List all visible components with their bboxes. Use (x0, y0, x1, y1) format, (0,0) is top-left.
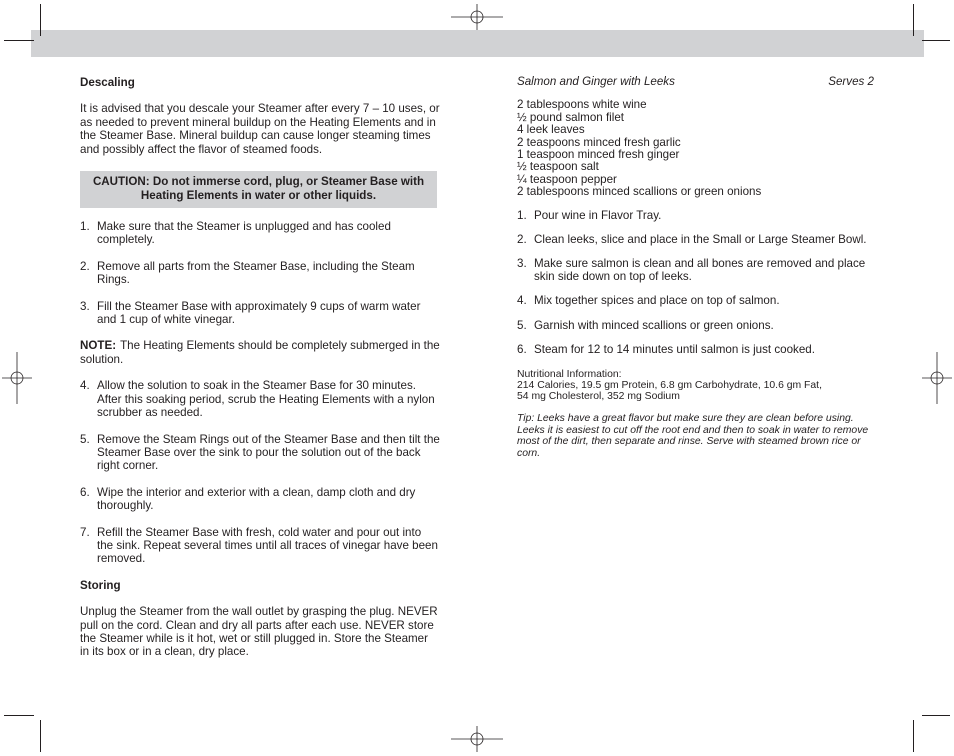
registration-mark-icon (451, 726, 503, 752)
ingredients-list (517, 99, 877, 198)
descaling-steps-list-continued (80, 379, 440, 565)
list-item: 2. Clean leeks, slice and place in the Small or Large Steamer Bowl. (517, 233, 867, 247)
list-item: 4 leek leaves (517, 123, 585, 137)
recipe-serves: Serves 2 (828, 75, 874, 88)
list-item: 2 tablespoons minced scallions or green onions (517, 185, 762, 199)
descaling-column (80, 76, 440, 659)
list-item: 2 teaspoons minced fresh garlic (517, 135, 681, 149)
list-item: ½ teaspoon salt (517, 160, 599, 174)
nutrition-line: 54 mg Cholesterol, 352 mg Sodium (517, 391, 680, 403)
list-item: 1. Pour wine in Flavor Tray. (517, 208, 662, 222)
list-item: 2. Remove all parts from the Steamer Base, including the Steam Rings. (80, 259, 415, 287)
list-item: 6. Steam for 12 to 14 minutes until salmon is just cooked. (517, 343, 815, 357)
crop-mark (922, 715, 950, 716)
crop-mark (4, 715, 34, 716)
recipe-column (517, 76, 877, 459)
storing-text: Unplug the Steamer from the wall outlet by grasping the plug. NEVER pull on the cord. Clean and dry all parts after each use. NEVER store the Steamer while is it hot, wet or still plugged in. Store the Steamer in its box or in a clean, dry place. (80, 605, 438, 659)
list-item: 7. Refill the Steamer Base with fresh, cold water and pour out into the sink. Repeat several times until all traces of vinegar have been removed. (80, 525, 438, 566)
crop-mark (913, 4, 914, 36)
registration-mark-icon (451, 4, 503, 30)
list-item: 6. Wipe the interior and exterior with a clean, damp cloth and dry thoroughly. (80, 485, 416, 513)
list-item: 4. Allow the solution to soak in the Steamer Base for 30 minutes. After this soaking period, scrub the Heating Elements with a nylon scrubber as needed. (80, 379, 435, 420)
recipe-steps-list (517, 210, 877, 357)
crop-mark (913, 720, 914, 752)
nutrition-line: 214 Calories, 19.5 gm Protein, 6.8 gm Carbohydrate, 10.6 gm Fat, (517, 379, 822, 391)
descaling-intro: It is advised that you descale your Steamer after every 7 – 10 uses, or as needed to prevent mineral buildup on the Heating Elements and in the Steamer Base. Mineral buildup can cause longer steaming times and possibly affect the flavor of steamed foods. (80, 102, 440, 156)
registration-mark-icon (2, 352, 32, 404)
recipe-title: Salmon and Ginger with Leeks (517, 75, 675, 88)
list-item: 1 teaspoon minced fresh ginger (517, 148, 680, 162)
list-item: 1. Make sure that the Steamer is unplugged and has cooled completely. (80, 220, 391, 247)
crop-mark (40, 4, 41, 36)
list-item: 5. Remove the Steam Rings out of the Steamer Base and then tilt the Steamer Base over the sink to pour the solution out of the back right corner. (80, 432, 440, 473)
list-item: 3. Fill the Steamer Base with approximately 9 cups of warm water and 1 cup of white vinegar. (80, 299, 421, 327)
crop-mark (4, 40, 34, 41)
nutrition-info (517, 369, 877, 403)
note-text: The Heating Elements should be completely submerged in the solution. (80, 339, 440, 366)
list-item: 3. Make sure salmon is clean and all bones are removed and place skin side down on top of leeks. (517, 257, 866, 283)
note-label: NOTE: (80, 339, 117, 353)
crop-mark (922, 40, 950, 41)
list-item: 2 tablespoons white wine (517, 98, 647, 112)
descaling-steps-list (80, 220, 440, 326)
list-item: ¼ teaspoon pepper (517, 172, 617, 186)
list-item: 4. Mix together spices and place on top of salmon. (517, 294, 780, 308)
descaling-heading: Descaling (80, 76, 135, 89)
nutrition-label: Nutritional Information: (517, 368, 622, 380)
registration-mark-icon (922, 352, 952, 404)
list-item: 5. Garnish with minced scallions or green onions. (517, 318, 774, 332)
list-item: ½ pound salmon filet (517, 110, 624, 124)
header-band (31, 30, 924, 57)
recipe-tip: Tip: Leeks have a great flavor but make sure they are clean before using. Leeks it is easiest to cut off the root end and then to soak in water to remove most of the dirt, then separate and rinse. Serve with steamed brown rice or corn. (517, 413, 869, 459)
note-paragraph (80, 339, 440, 366)
storing-heading: Storing (80, 578, 121, 592)
crop-mark (40, 720, 41, 752)
recipe-header (517, 76, 874, 88)
caution-box: CAUTION: Do not immerse cord, plug, or Steamer Base with Heating Elements in water or other liquids. (80, 171, 437, 208)
